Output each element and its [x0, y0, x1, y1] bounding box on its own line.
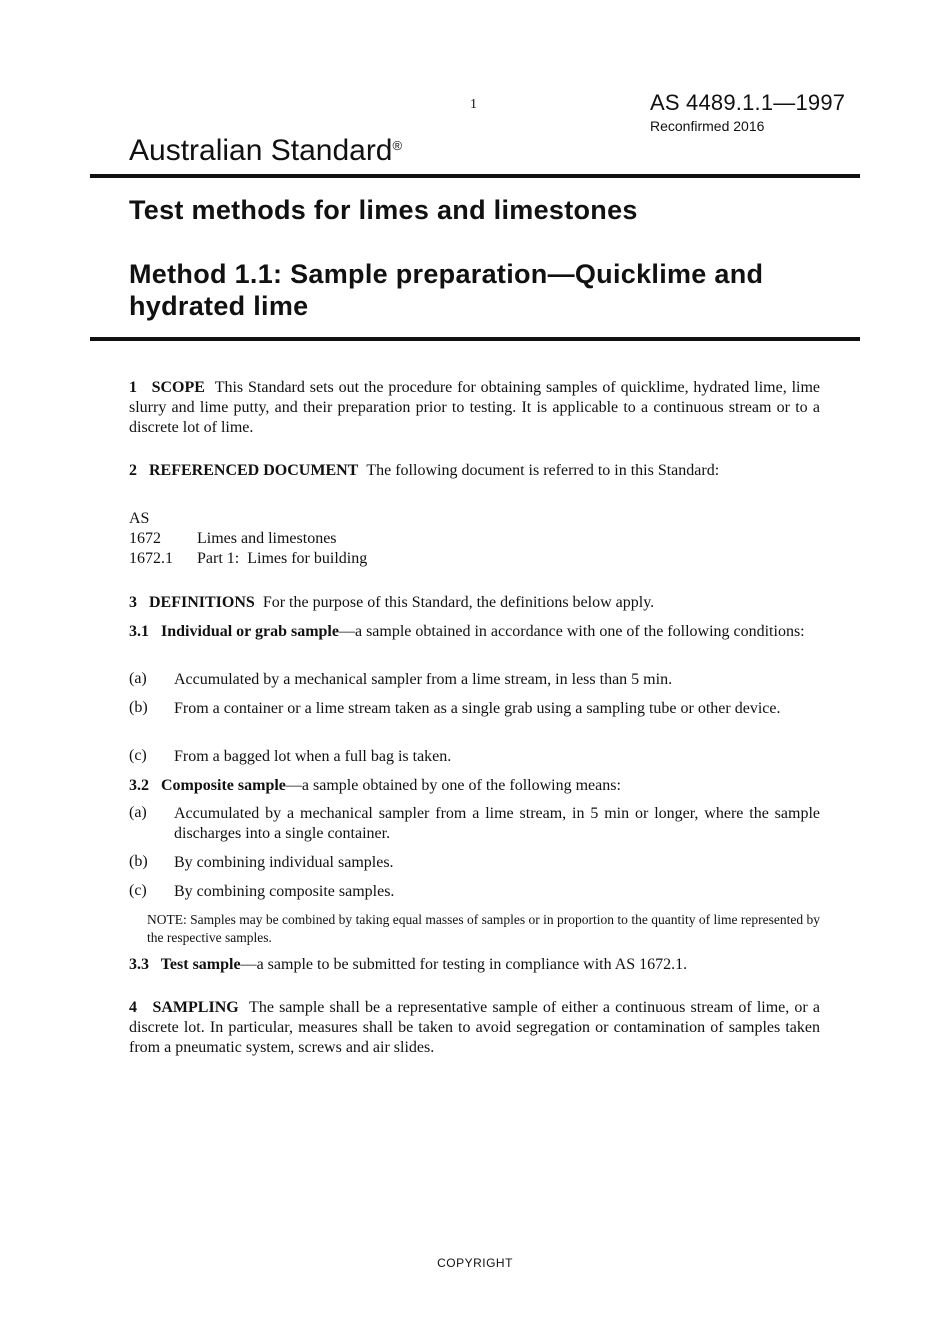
- referenced-text: The following document is referred to in this Standard:: [366, 462, 720, 479]
- section-sampling: [129, 998, 820, 1058]
- definition-3-2-heading: 3.2 Composite sample: [129, 777, 286, 794]
- section-definitions: [129, 593, 820, 613]
- referenced-row: [129, 550, 367, 568]
- section-scope: [129, 378, 820, 438]
- sampling-text: The sample shall be a representative sample of either a continuous stream of lime, or a discrete lot. In particular, measures shall be taken to avoid segregation or contamination of samples taken from a pneumatic system, screws and air slides.: [129, 999, 821, 1056]
- definition-3-3: [129, 955, 820, 975]
- definition-3-1-heading: 3.1 Individual or grab sample: [129, 623, 339, 640]
- top-rule: [90, 174, 860, 178]
- brand-title: [129, 134, 402, 168]
- page-number: 1: [470, 97, 477, 112]
- list-label: (c): [129, 882, 147, 899]
- referenced-row: [129, 530, 337, 548]
- registered-mark: ®: [392, 138, 403, 153]
- section-referenced: [129, 461, 820, 481]
- referenced-prefix: AS: [129, 510, 150, 527]
- referenced-title: Limes and limestones: [197, 530, 337, 547]
- definition-3-2-text: —a sample obtained by one of the following means:: [285, 777, 621, 794]
- list-label: (a): [129, 670, 147, 687]
- definitions-heading: 3 DEFINITIONS: [129, 594, 255, 611]
- list-label: (b): [129, 853, 148, 870]
- sampling-heading: 4 SAMPLING: [129, 999, 239, 1016]
- definition-3-1-text: —a sample obtained in accordance with one of the following conditions:: [338, 623, 805, 640]
- reconfirmed-date: Reconfirmed 2016: [650, 118, 765, 134]
- referenced-code: 1672: [129, 530, 161, 547]
- list-label: (c): [129, 747, 147, 764]
- referenced-title: Part 1: Limes for building: [197, 550, 368, 567]
- definition-3-1: [129, 622, 820, 642]
- standard-number: AS 4489.1.1—1997: [650, 90, 846, 115]
- definitions-text: For the purpose of this Standard, the definitions below apply.: [262, 594, 655, 611]
- list-item: Accumulated by a mechanical sampler from a lime stream, in 5 min or longer, where the sample discharges into a single container.: [174, 805, 820, 842]
- list-item: By combining composite samples.: [174, 883, 395, 900]
- scope-text: This Standard sets out the procedure for obtaining samples of quicklime, hydrated lime, lime slurry and lime putty, and their preparation prior to testing. It is applicable to a continuous stream or to a discrete lot of lime.: [129, 379, 821, 436]
- note-text: NOTE: Samples may be combined by taking equal masses of samples or in proportion to the quantity of lime represented by the respective samples.: [147, 912, 820, 945]
- list-item: From a container or a lime stream taken as a single grab using a sampling tube or other device.: [174, 700, 781, 717]
- list-item: Accumulated by a mechanical sampler from a lime stream, in less than 5 min.: [174, 671, 673, 688]
- bottom-rule: [90, 337, 860, 341]
- list-label: (b): [129, 699, 148, 716]
- referenced-code: 1672.1: [129, 550, 173, 567]
- scope-heading: 1 SCOPE: [129, 379, 205, 396]
- definition-3-3-text: —a sample to be submitted for testing in compliance with AS 1672.1.: [240, 956, 688, 973]
- list-item: By combining individual samples.: [174, 854, 394, 871]
- definition-3-2: [129, 776, 820, 796]
- referenced-heading: 2 REFERENCED DOCUMENT: [129, 462, 359, 479]
- document-title: Test methods for limes and limestones: [129, 195, 638, 225]
- definition-3-3-heading: 3.3 Test sample: [129, 956, 241, 973]
- list-label: (a): [129, 804, 147, 821]
- method-title: Method 1.1: Sample preparation—Quicklime and hydrated lime: [129, 259, 764, 321]
- copyright-footer: COPYRIGHT: [437, 1256, 513, 1270]
- list-item: From a bagged lot when a full bag is taken.: [174, 748, 452, 765]
- brand-text: Australian Standard: [129, 134, 393, 167]
